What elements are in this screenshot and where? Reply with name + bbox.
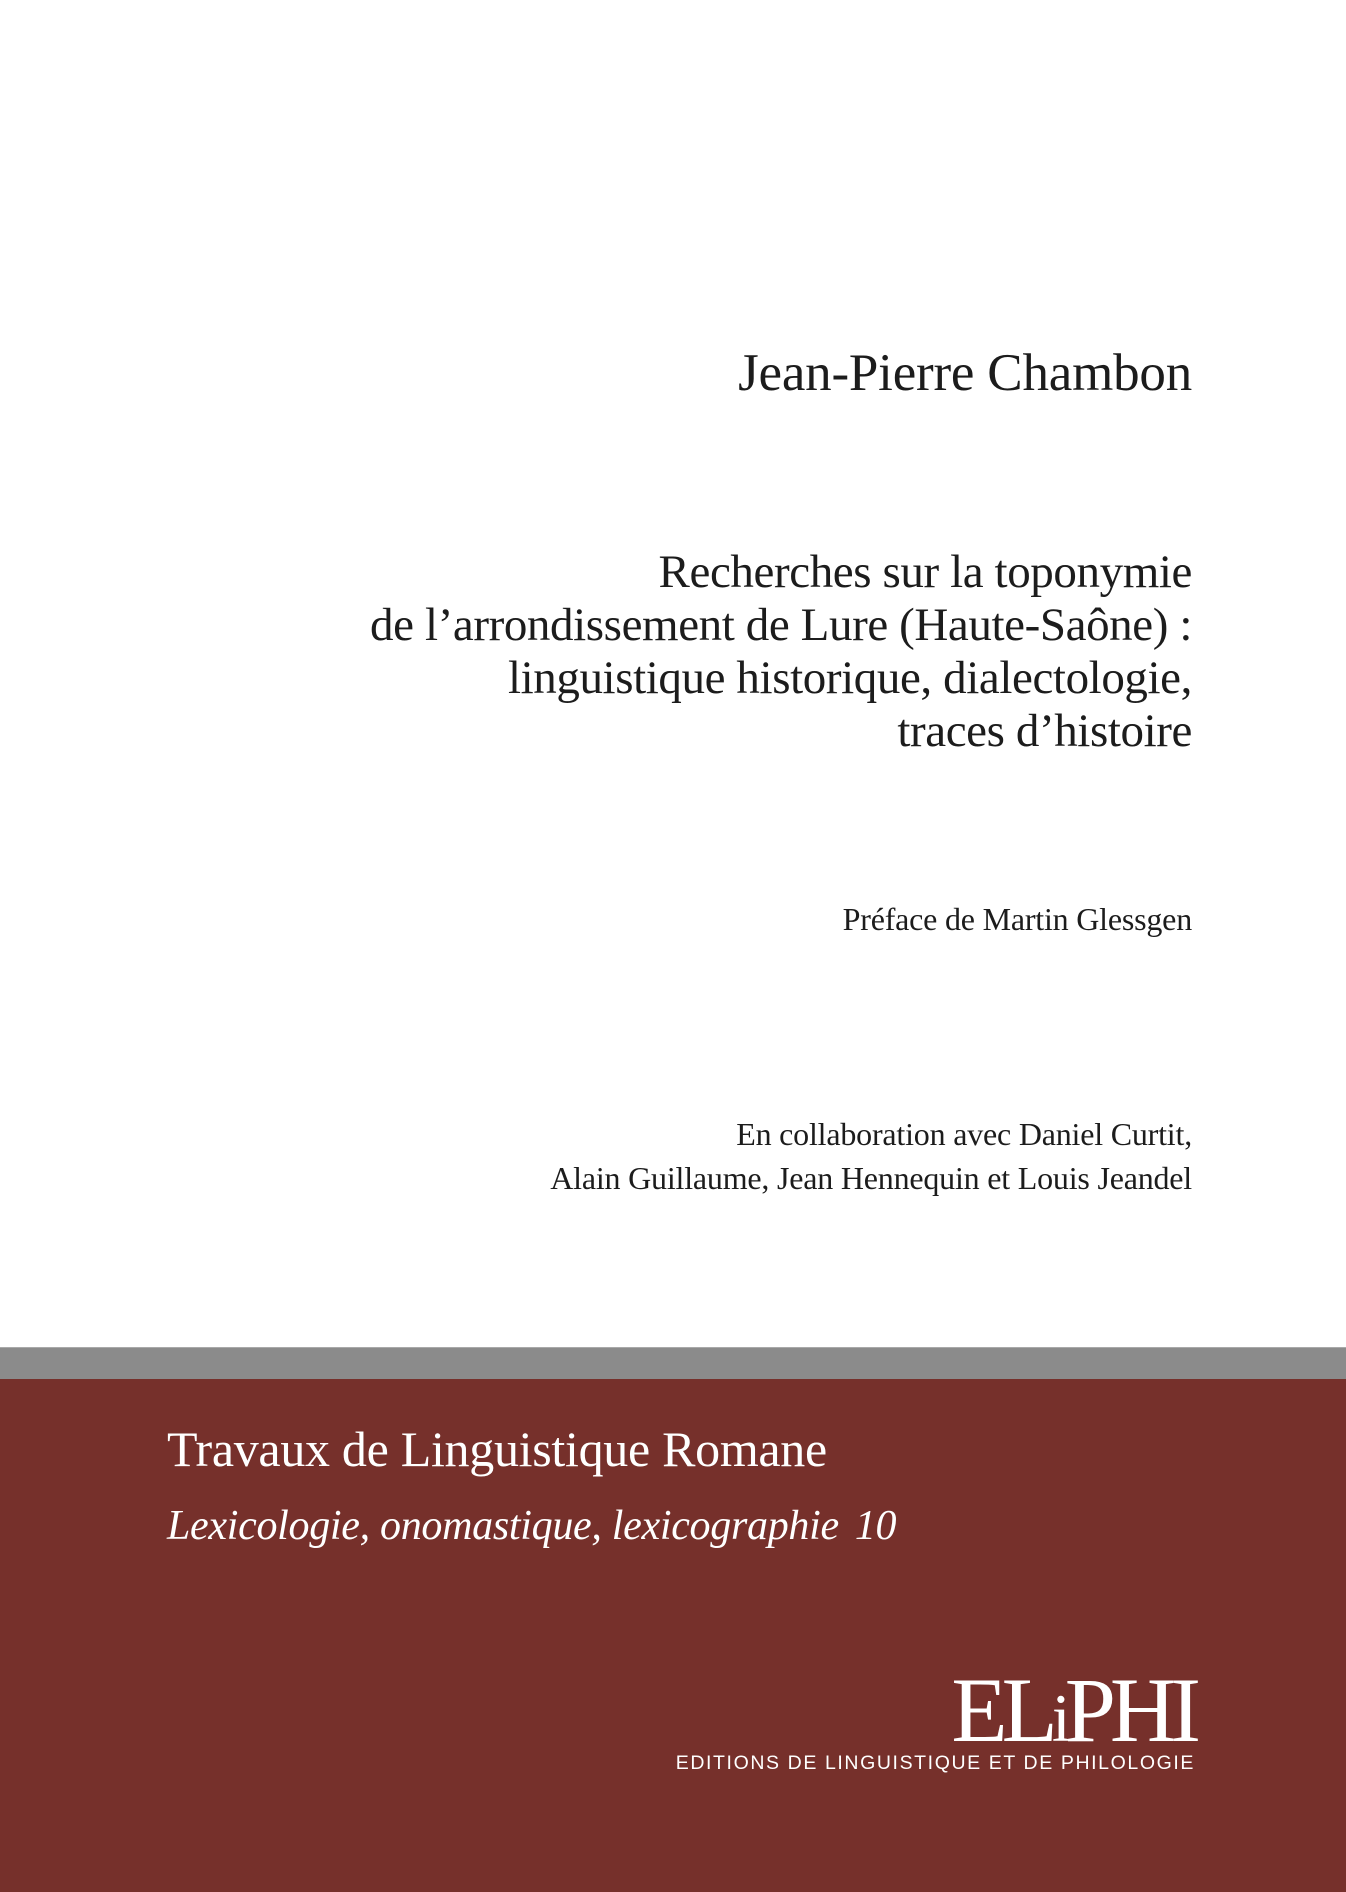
- collaboration-line: Alain Guillaume, Jean Hennequin et Louis Jeandel: [550, 1160, 1192, 1196]
- series-band: [0, 1379, 1346, 1892]
- collaboration-credit: [550, 1112, 1192, 1200]
- series-subtitle: [167, 1500, 896, 1552]
- series-subtitle-text: Lexicologie, onomastique, lexicographie: [167, 1503, 839, 1549]
- gray-divider-stripe: [0, 1347, 1346, 1379]
- series-title: Travaux de Linguistique Romane: [167, 1421, 827, 1477]
- collaboration-line: En collaboration avec Daniel Curtit,: [736, 1116, 1192, 1152]
- preface-credit: Préface de Martin Glessgen: [842, 901, 1192, 937]
- title-line: de l’arrondissement de Lure (Haute-Saône) :: [370, 599, 1192, 651]
- title-line: linguistique historique, dialectologie,: [507, 652, 1192, 704]
- publisher-logo: [885, 1659, 1195, 1761]
- book-title: [370, 546, 1192, 758]
- title-line: traces d’histoire: [897, 705, 1192, 757]
- author-name: Jean-Pierre Chambon: [738, 344, 1192, 402]
- title-line: Recherches sur la toponymie: [658, 546, 1192, 598]
- eliphi-logo-icon: ELiPHI: [951, 1659, 1195, 1761]
- series-volume-number: 10: [854, 1503, 897, 1549]
- publisher-tagline: EDITIONS DE LINGUISTIQUE ET DE PHILOLOGIE: [675, 1752, 1195, 1774]
